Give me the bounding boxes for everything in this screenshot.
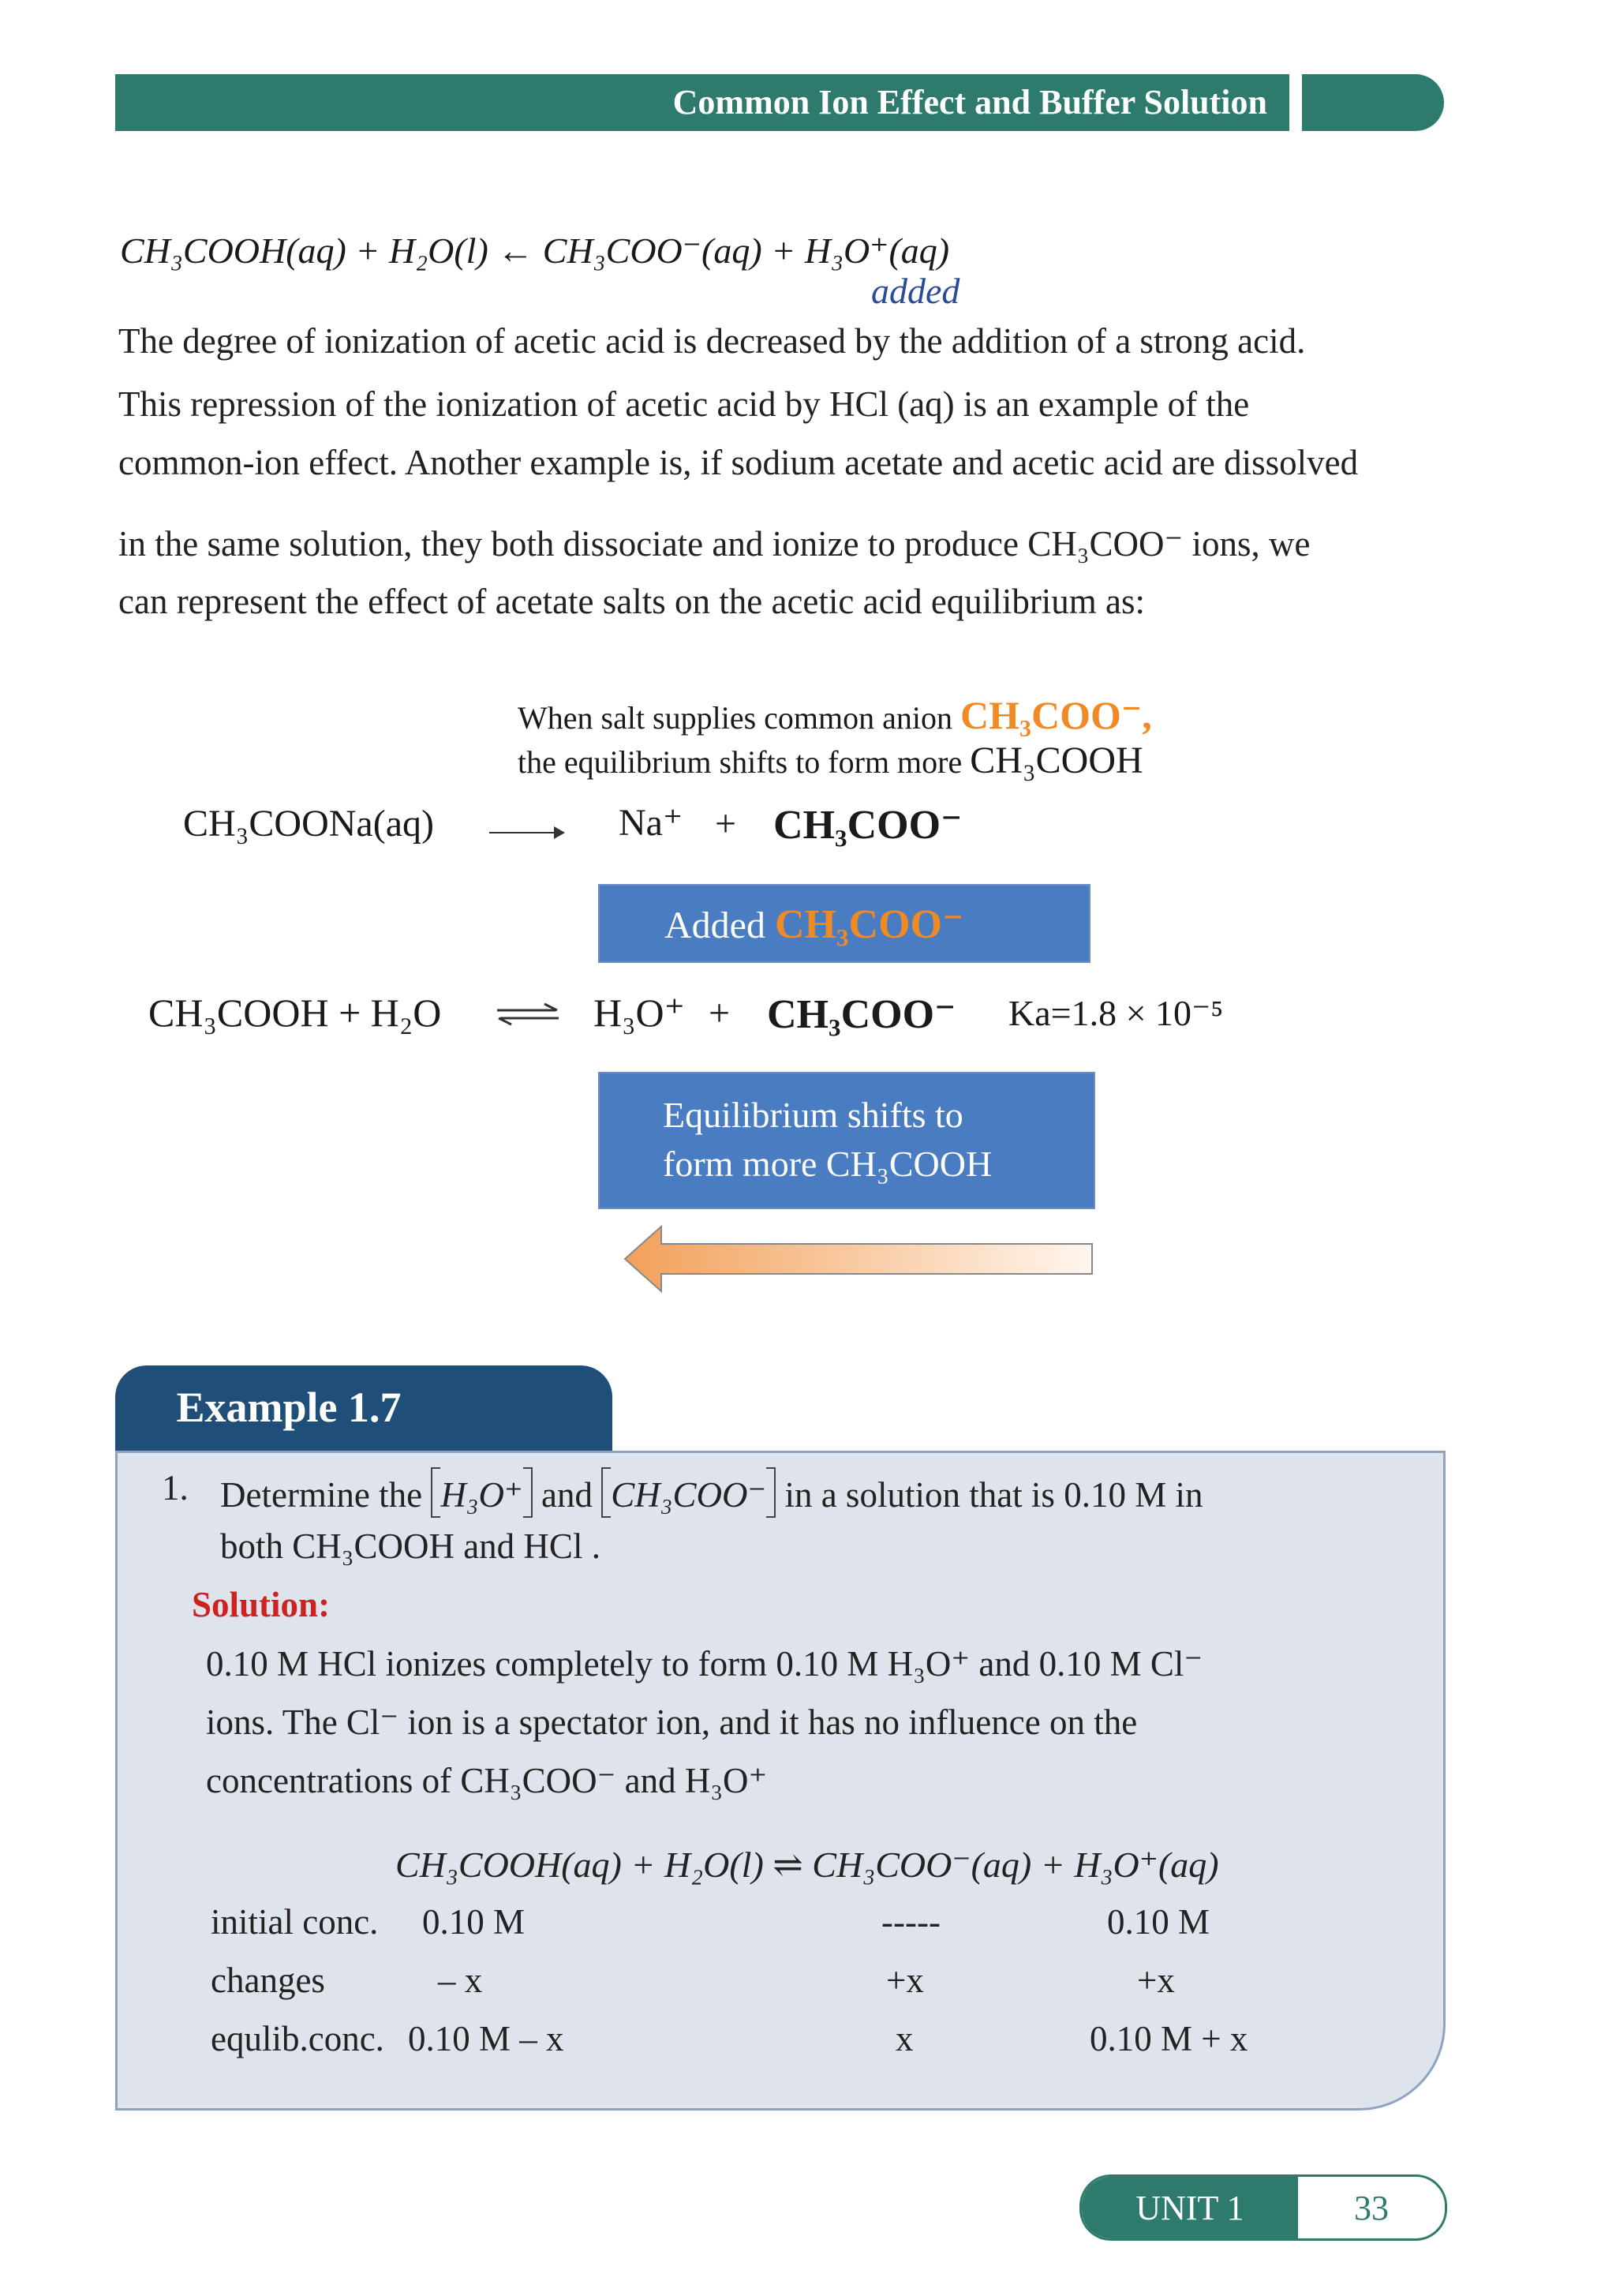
solution-line: ions. The Cl⁻ ion is a spectator ion, and it has no influence on the [206, 1702, 1138, 1742]
header-title: Common Ion Effect and Buffer Solution [672, 83, 1267, 122]
note-product: CH₃COOH [970, 740, 1143, 781]
paragraph-line: in the same solution, they both dissociate and ionize to produce CH₃COO⁻ ions, we [118, 524, 1311, 564]
added-prefix: Added [664, 905, 765, 946]
bracket-left [601, 1467, 611, 1518]
plus-sign: + [715, 803, 737, 845]
ice-cell: +x [886, 1961, 924, 2000]
example-box [115, 1451, 1446, 2111]
bracket-left [431, 1467, 440, 1518]
paragraph-line: common-ion effect. Another example is, if sodium acetate and acetic acid are dissolved [118, 443, 1359, 482]
ice-row-label: initial conc. [211, 1902, 379, 1942]
paragraph-line: The degree of ionization of acetic acid is decreased by the addition of a strong acid. [118, 321, 1306, 361]
solution-line: concentrations of CH₃COO⁻ and H₃O⁺ [206, 1761, 768, 1800]
right-arrow-icon [489, 832, 563, 833]
plus-sign: + [709, 992, 731, 1034]
added-ion: CH₃COO⁻ [774, 902, 964, 947]
equation-1: CH₃COOH(aq) + H₂O(l) ← CH₃COO⁻(aq) + H₃O⁺(aq) [120, 230, 950, 271]
shift-box [598, 1072, 1095, 1209]
ice-cell: – x [438, 1961, 483, 2000]
header-tab [1302, 74, 1444, 131]
solution-line: 0.10 M HCl ionizes completely to form 0.10 M H₃O⁺ and 0.10 M Cl⁻ [206, 1644, 1203, 1684]
ice-row-label: changes [211, 1961, 325, 2000]
salt-cation: Na⁺ [619, 802, 683, 844]
paragraph-line: This repression of the ionization of acetic acid by HCl (aq) is an example of the [118, 384, 1250, 424]
ice-cell: 0.10 M – x [408, 2019, 564, 2058]
diagram-note-1 [518, 691, 1152, 738]
added-label: added [871, 271, 960, 311]
shift-left-arrow-icon [622, 1223, 1095, 1298]
question-and: and [541, 1475, 593, 1515]
page-number: 33 [1354, 2188, 1389, 2227]
paragraph-line: can represent the effect of acetate salts on the acetic acid equilibrium as: [118, 582, 1146, 621]
example-title: Example 1.7 [176, 1384, 402, 1431]
ice-row-label: equlib.conc. [211, 2019, 384, 2058]
arrow-head-icon [554, 826, 565, 839]
ice-cell: 0.10 M + x [1090, 2019, 1248, 2058]
added-box-text [664, 900, 963, 948]
added-acetate-box [598, 884, 1090, 963]
question-h3o: H₃O⁺ [440, 1475, 523, 1515]
acetate-ion: CH₃COO⁻ [773, 803, 963, 848]
shift-box-line-1: Equilibrium shifts to [663, 1095, 963, 1135]
solution-label: Solution: [192, 1585, 331, 1624]
question-number: 1. [162, 1468, 189, 1508]
diagram-note-2 [518, 739, 1143, 782]
salt-reactant: CH₃COONa(aq) [183, 803, 434, 845]
note-text-1: When salt supplies common anion [518, 700, 953, 736]
question-text-1: Determine the [220, 1475, 423, 1515]
equilibrium-equation: CH₃COOH(aq) + H₂O(l) ⇌ CH₃COO⁻(aq) + H₃O⁺(aq) [395, 1845, 1219, 1885]
note-text-2: the equilibrium shifts to form more [518, 744, 963, 780]
footer-unit: UNIT 1 [1082, 2177, 1298, 2238]
ka-value: Ka=1.8 × 10⁻⁵ [1008, 993, 1224, 1033]
hydronium: H₃O⁺ [593, 991, 686, 1035]
question-line-1 [220, 1467, 1203, 1518]
example-tab [115, 1365, 612, 1451]
note-ion: CH₃COO⁻, [960, 693, 1152, 737]
header-bar [115, 74, 1289, 131]
equilibrium-arrow-icon [496, 1002, 560, 1030]
acid-reactants: CH₃COOH + H₂O [148, 991, 442, 1035]
ice-cell: x [896, 2019, 914, 2058]
footer-page-badge [1079, 2174, 1447, 2241]
bracket-right [766, 1467, 776, 1518]
ice-cell: +x [1137, 1961, 1175, 2000]
bracket-right [523, 1467, 533, 1518]
ice-cell: ----- [881, 1902, 941, 1942]
acetate-ion: CH₃COO⁻ [767, 992, 956, 1037]
question-line-2: both CH₃COOH and HCl . [220, 1526, 600, 1566]
shift-box-line-2: form more CH₃COOH [663, 1144, 993, 1184]
ice-cell: 0.10 M [1107, 1902, 1210, 1942]
question-text-2: in a solution that is 0.10 M in [784, 1475, 1203, 1515]
question-acetate: CH₃COO⁻ [611, 1475, 767, 1515]
ice-cell: 0.10 M [422, 1902, 526, 1942]
